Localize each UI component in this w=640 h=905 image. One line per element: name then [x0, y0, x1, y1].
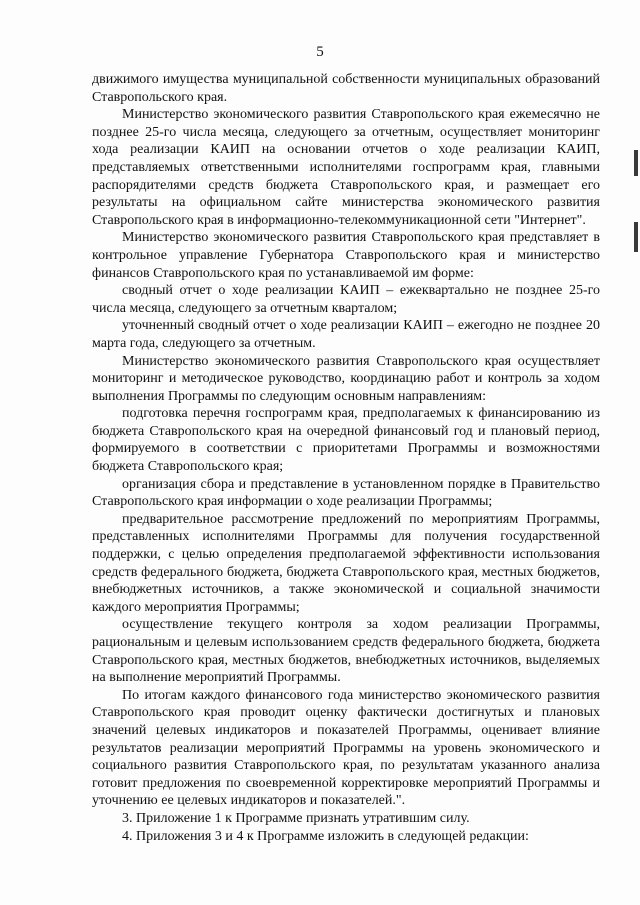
paragraph: осуществление текущего контроля за ходом реализации Программы, рациональным и целевым использованием средств федерального бюджета, бюджета Ставропольского края, местных бюджетов, внебюджетных источников, выделяемых на выполнение мероприятий Программы.	[92, 617, 600, 686]
paragraph: предварительное рассмотрение предложений по мероприятиям Программы, представленных исполнителями Программы для получения государственной поддержки, с целью определения предполагаемой эффективности использования средств федерального бюджета, бюджета Ставропольского края, местных бюджетов, внебюджетных источников, а также экономической и социальной значимости каждого мероприятия Программы;	[92, 511, 600, 615]
paragraph: сводный отчет о ходе реализации КАИП – ежеквартально не позднее 25-го числа месяца, следующего за отчетным кварталом;	[92, 283, 600, 316]
scan-margin-mark	[634, 222, 638, 252]
paragraph: 3. Приложение 1 к Программе признать утратившим силу.	[122, 810, 470, 826]
paragraph: 4. Приложения 3 и 4 к Программе изложить в следующей редакции:	[122, 828, 529, 844]
paragraph: Министерство экономического развития Ставропольского края осуществляет мониторинг и методическое руководство, координацию работ и контроль за ходом выполнения Программы по следующим основным направлениям:	[92, 353, 600, 404]
paragraph: подготовка перечня госпрограмм края, предполагаемых к финансированию из бюджета Ставропольского края на очередной финансовый год и плановый период, формируемого в соответствии с приоритетами Программы и возможностями бюджета Ставропольского края;	[92, 406, 600, 475]
paragraph: организация сбора и представление в установленном порядке в Правительство Ставропольского края информации о ходе реализации Программы;	[92, 476, 600, 510]
paragraph: движимого имущества муниципальной собственности муниципальных образований Ставропольского края.	[92, 72, 600, 105]
paragraph: уточненный сводный отчет о ходе реализации КАИП – ежегодно не позднее 20 марта года, следующего за отчетным.	[92, 318, 600, 351]
page-number: 5	[316, 44, 324, 60]
paragraph: Министерство экономического развития Ставропольского края ежемесячно не позднее 25-го числа месяца, следующего за отчетным, осуществляет мониторинг хода реализации КАИП на основании отчетов о ходе реализации КАИП, представляемых ответственными исполнителями госпрограмм края, главными распорядителями средств бюджета Ставропольского края, и размещает его результаты на официальном сайте министерства экономического развития Ставропольского края в информационно-телекоммуникационной сети "Интернет".	[92, 107, 600, 228]
scan-margin-mark	[634, 150, 638, 176]
paragraph: Министерство экономического развития Ставропольского края представляет в контрольное управление Губернатора Ставропольского края и министерство финансов Ставропольского края по устанавливаемой им форме:	[92, 230, 600, 281]
paragraph: По итогам каждого финансового года министерство экономического развития Ставропольского края проводит оценку фактически достигнутых и плановых значений целевых индикаторов и показателей Программы, оценивает влияние результатов реализации мероприятий Программы на уровень экономического и социального развития Ставропольского края, по результатам указанного анализа готовит предложения по своевременной корректировке мероприятий Программы и уточнению ее целевых индикаторов и показателей.".	[92, 687, 600, 809]
document-body	[92, 71, 600, 845]
